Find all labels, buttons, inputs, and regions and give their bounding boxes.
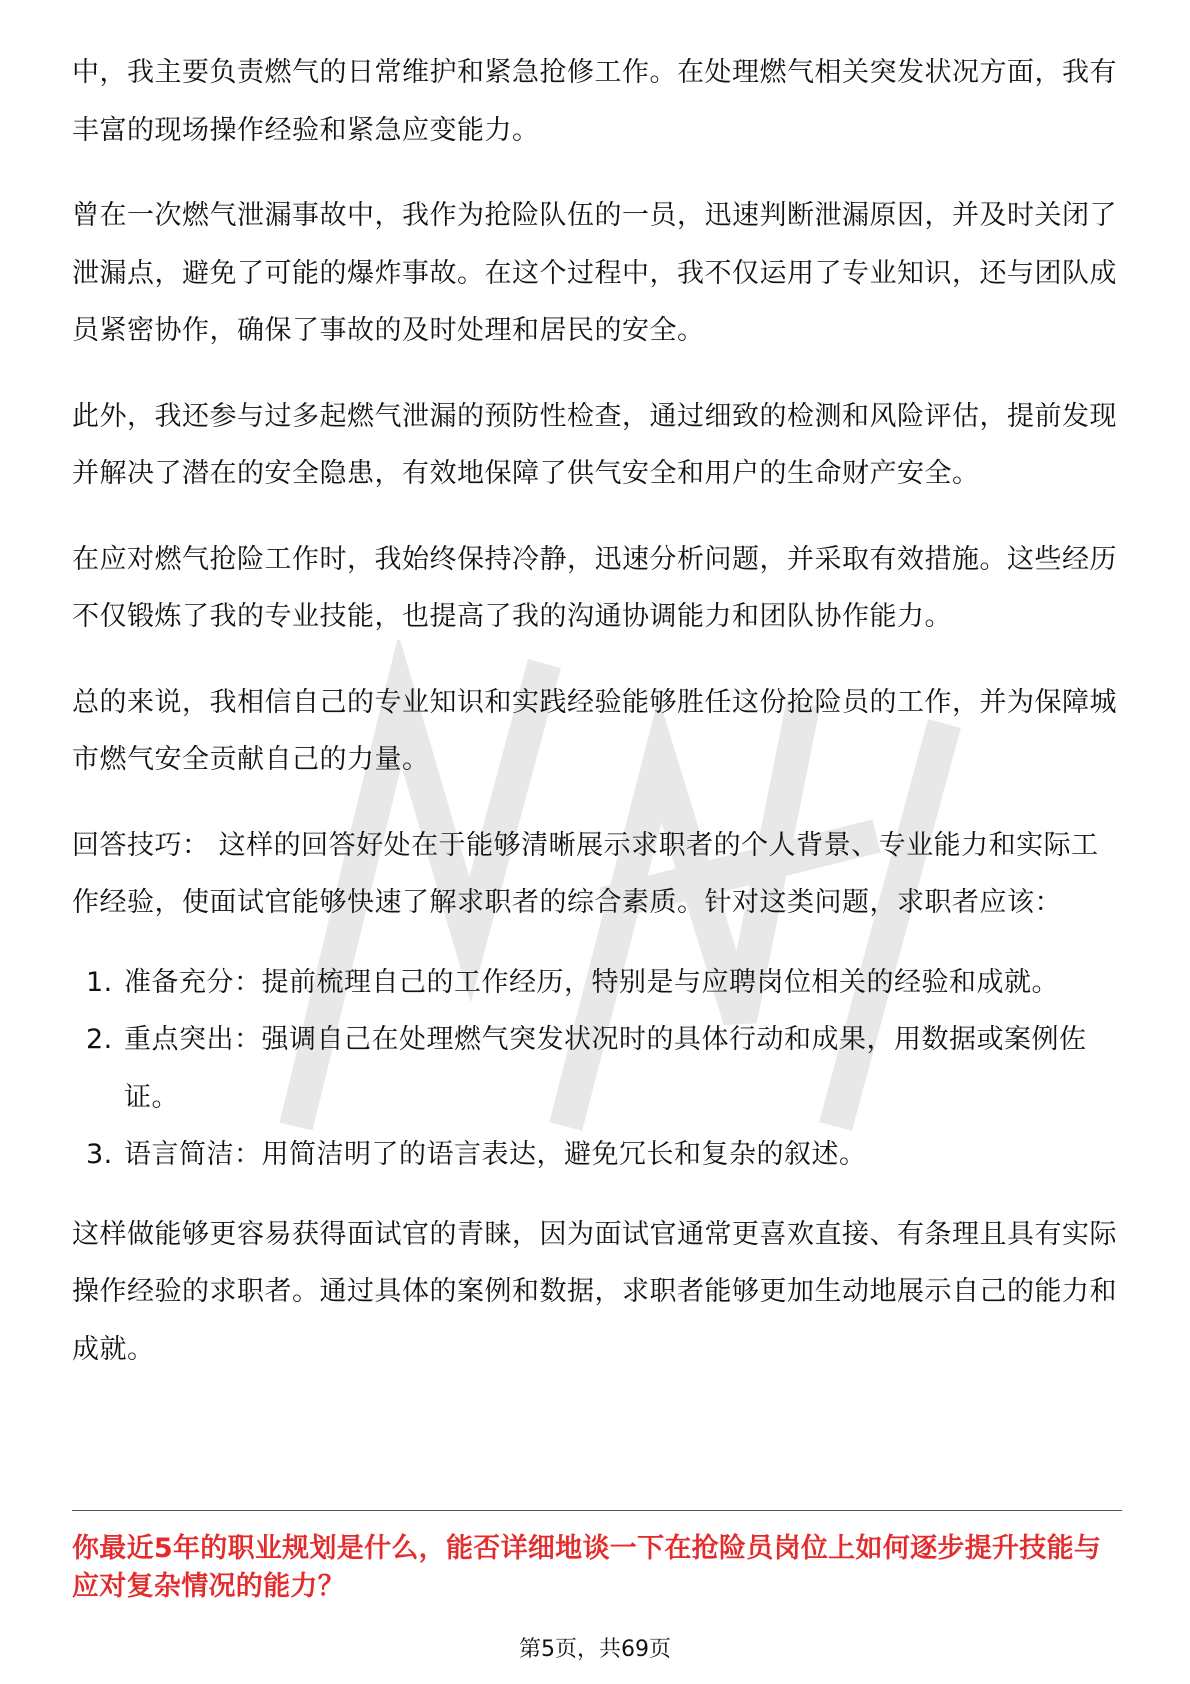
paragraph-experience-intro: 中，我主要负责燃气的日常维护和紧急抢修工作。在处理燃气相关突发状况方面，我有丰富的现场操作经验和紧急应变能力。 [72,57,1117,146]
paragraph-prevention: 此外，我还参与过多起燃气泄漏的预防性检查，通过细致的检测和风险评估，提前发现并解决了潜在的安全隐患，有效地保障了供气安全和用户的生命财产安全。 [72,400,1117,489]
main-content [72,44,1122,1406]
list-item-number: 1. [86,966,113,998]
section-divider [72,1510,1122,1511]
list-item [72,1126,1122,1184]
paragraph-summary: 总的来说，我相信自己的专业知识和实践经验能够胜任这份抢险员的工作，并为保障城市燃气安全贡献自己的力量。 [72,686,1117,775]
list-item-text: 准备充分：提前梳理自己的工作经历，特别是与应聘岗位相关的经验和成就。 [124,966,1059,998]
list-item-text: 语言简洁：用简洁明了的语言表达，避免冗长和复杂的叙述。 [124,1139,867,1170]
list-item [72,1011,1122,1126]
tips-list [72,954,1122,1184]
paragraph-composure: 在应对燃气抢险工作时，我始终保持冷静，迅速分析问题，并采取有效措施。这些经历不仅锻炼了我的专业技能，也提高了我的沟通协调能力和团队协作能力。 [72,543,1117,632]
paragraph-closing: 这样做能够更容易获得面试官的青睐，因为面试官通常更喜欢直接、有条理且具有实际操作经验的求职者。通过具体的案例和数据，求职者能够更加生动地展示自己的能力和成就。 [72,1218,1117,1365]
list-item-number: 3. [86,1139,113,1170]
paragraph-leak-incident: 曾在一次燃气泄漏事故中，我作为抢险队伍的一员，迅速判断泄漏原因，并及时关闭了泄漏点，避免了可能的爆炸事故。在这个过程中，我不仅运用了专业知识，还与团队成员紧密协作，确保了事故的及时处理和居民的安全。 [72,200,1117,346]
list-item [72,954,1122,1012]
interview-question-heading: 你最近5年的职业规划是什么，能否详细地谈一下在抢险员岗位上如何逐步提升技能与应对复杂情况的能力？ [72,1533,1102,1602]
list-item-text: 重点突出：强调自己在处理燃气突发状况时的具体行动和成果，用数据或案例佐证。 [124,1024,1087,1113]
page-number-footer: 第5页，共69页 [519,1637,671,1662]
list-item-number: 2. [86,1024,113,1055]
paragraph-answer-tips: 回答技巧： 这样的回答好处在于能够清晰展示求职者的个人背景、专业能力和实际工作经验，使面试官能够快速了解求职者的综合素质。针对这类问题，求职者应该： [72,829,1099,918]
